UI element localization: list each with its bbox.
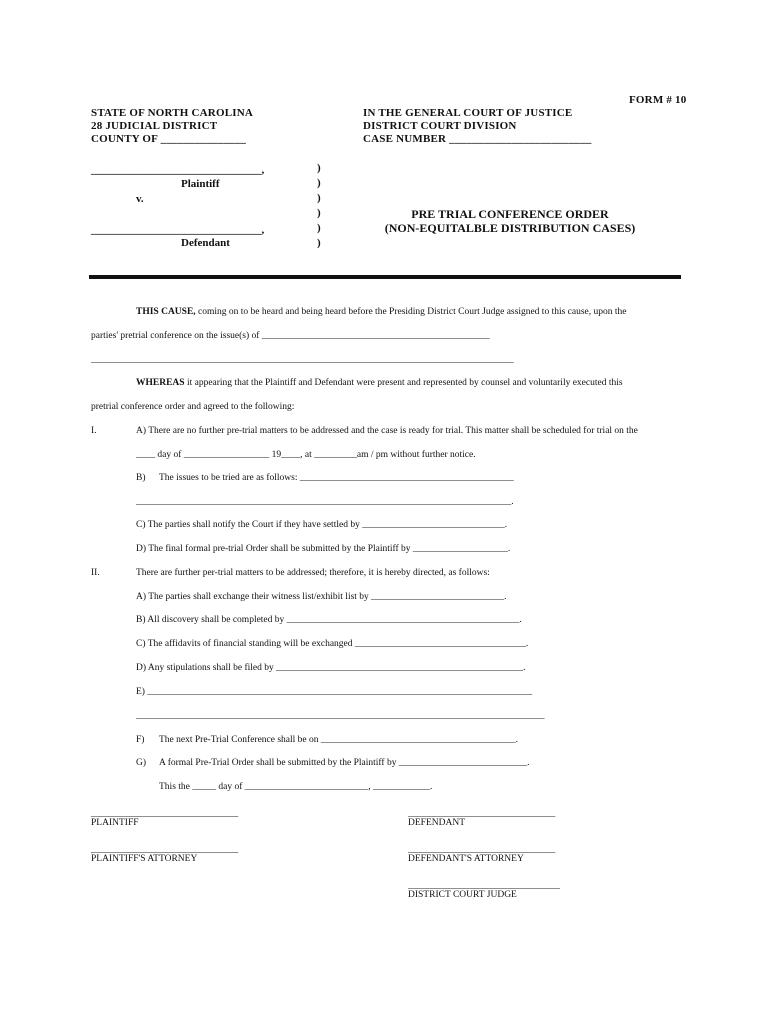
county-field[interactable]: COUNTY OF _______________ — [91, 133, 247, 145]
defendant-label: Defendant — [181, 237, 230, 249]
plaintiff-name-field[interactable]: _______________________________, — [91, 164, 265, 176]
state-label: STATE OF NORTH CAROLINA — [91, 107, 253, 119]
defendant-name-field[interactable]: _______________________________, — [91, 224, 265, 236]
issues-to-be-tried-field[interactable]: The issues to be tried are as follows: _____________________________________________ — [159, 473, 514, 483]
section-two-intro: There are further per-trial matters to be addressed; therefore, it is hereby directed, as follows: — [136, 568, 490, 578]
district-label: 28 JUDICIAL DISTRICT — [91, 120, 218, 132]
caption-paren: ) — [317, 237, 321, 249]
issues-field[interactable]: parties' pretrial conference on the issue(s) of ________________________________________________ — [91, 331, 490, 341]
caption-paren: ) — [317, 162, 321, 174]
defendant-signature-line[interactable]: _______________________________ — [408, 809, 556, 819]
next-conference-field[interactable]: The next Pre-Trial Conference shall be on _________________________________________. — [159, 735, 519, 745]
signing-date-field[interactable]: This the _____ day of __________________________, ____________. — [159, 782, 433, 792]
settlement-notice-field[interactable]: C) The parties shall notify the Court if they have settled by ______________________________. — [136, 520, 508, 530]
stipulations-field[interactable]: D) Any stipulations shall be filed by ____________________________________________________. — [136, 663, 526, 673]
judge-signature-label: DISTRICT COURT JUDGE — [408, 890, 517, 900]
other-matters-continuation[interactable]: ______________________________________________________________________________________ — [136, 711, 545, 721]
defendant-signature-label: DEFENDANT — [408, 818, 465, 828]
caption-paren: ) — [317, 192, 321, 204]
whereas-lead: WHEREAS — [136, 378, 185, 388]
section-two-g-label: G) — [136, 758, 147, 768]
section-two-f-label: F) — [136, 735, 145, 745]
document-title: PRE TRIAL CONFERENCE ORDER — [411, 207, 609, 221]
final-order-field[interactable]: D) The final formal pre-trial Order shall be submitted by the Plaintiff by ____________________. — [136, 544, 511, 554]
agreed-text: pretrial conference order and agreed to the following: — [91, 402, 295, 412]
versus-label: v. — [136, 193, 144, 205]
section-one-numeral: I. — [91, 426, 97, 436]
this-cause-text: coming on to be heard and being heard before the Presiding District Court Judge assigned to this cause, upon the — [195, 307, 627, 317]
plaintiff-label: Plaintiff — [181, 178, 220, 190]
document-subtitle: (NON-EQUITALBLE DISTRIBUTION CASES) — [384, 221, 636, 235]
section-two-numeral: II. — [91, 568, 100, 578]
affidavits-field[interactable]: C) The affidavits of financial standing will be exchanged ____________________________________. — [136, 639, 529, 649]
section-one-b-label: B) — [136, 473, 146, 483]
plaintiff-signature-line[interactable]: _______________________________ — [91, 809, 239, 819]
formal-order-field[interactable]: A formal Pre-Trial Order shall be submitted by the Plaintiff by ___________________________. — [159, 758, 530, 768]
plaintiff-attorney-label: PLAINTIFF'S ATTORNEY — [91, 854, 198, 864]
issues-to-be-tried-continuation[interactable]: _______________________________________________________________________________. — [136, 497, 514, 507]
form-number: FORM # 10 — [629, 94, 687, 106]
issues-continuation-field[interactable]: _________________________________________________________________________________________ — [91, 355, 514, 365]
caption-paren: ) — [317, 222, 321, 234]
header-divider — [89, 275, 681, 279]
division-label: DISTRICT COURT DIVISION — [363, 120, 517, 132]
section-one-item-a: A) There are no further pre-trial matters to be addressed and the case is ready for trial. This matter shall be scheduled for trial on the — [136, 426, 638, 436]
this-cause-paragraph — [136, 306, 627, 318]
case-number-field[interactable]: CASE NUMBER _________________________ — [363, 133, 592, 145]
witness-list-field[interactable]: A) The parties shall exchange their witness list/exhibit list by ____________________________. — [136, 592, 507, 602]
caption-paren: ) — [317, 207, 321, 219]
judge-signature-line[interactable]: ________________________________ — [408, 881, 560, 891]
trial-date-field[interactable]: ____ day of __________________ 19____, at _________am / pm without further notice. — [136, 450, 476, 460]
defendant-attorney-label: DEFENDANT'S ATTORNEY — [408, 854, 524, 864]
other-matters-field[interactable]: E) _________________________________________________________________________________ — [136, 687, 533, 697]
whereas-text: it appearing that the Plaintiff and Defendant were present and represented by counsel and voluntarily executed this — [184, 378, 623, 388]
plaintiff-attorney-signature-line[interactable]: _______________________________ — [91, 845, 239, 855]
this-cause-lead: THIS CAUSE, — [136, 307, 196, 317]
court-label: IN THE GENERAL COURT OF JUSTICE — [363, 107, 573, 119]
whereas-paragraph — [136, 377, 623, 389]
plaintiff-signature-label: PLAINTIFF — [91, 818, 139, 828]
caption-paren: ) — [317, 177, 321, 189]
discovery-field[interactable]: B) All discovery shall be completed by _________________________________________________. — [136, 615, 522, 625]
defendant-attorney-signature-line[interactable]: _______________________________ — [408, 845, 556, 855]
